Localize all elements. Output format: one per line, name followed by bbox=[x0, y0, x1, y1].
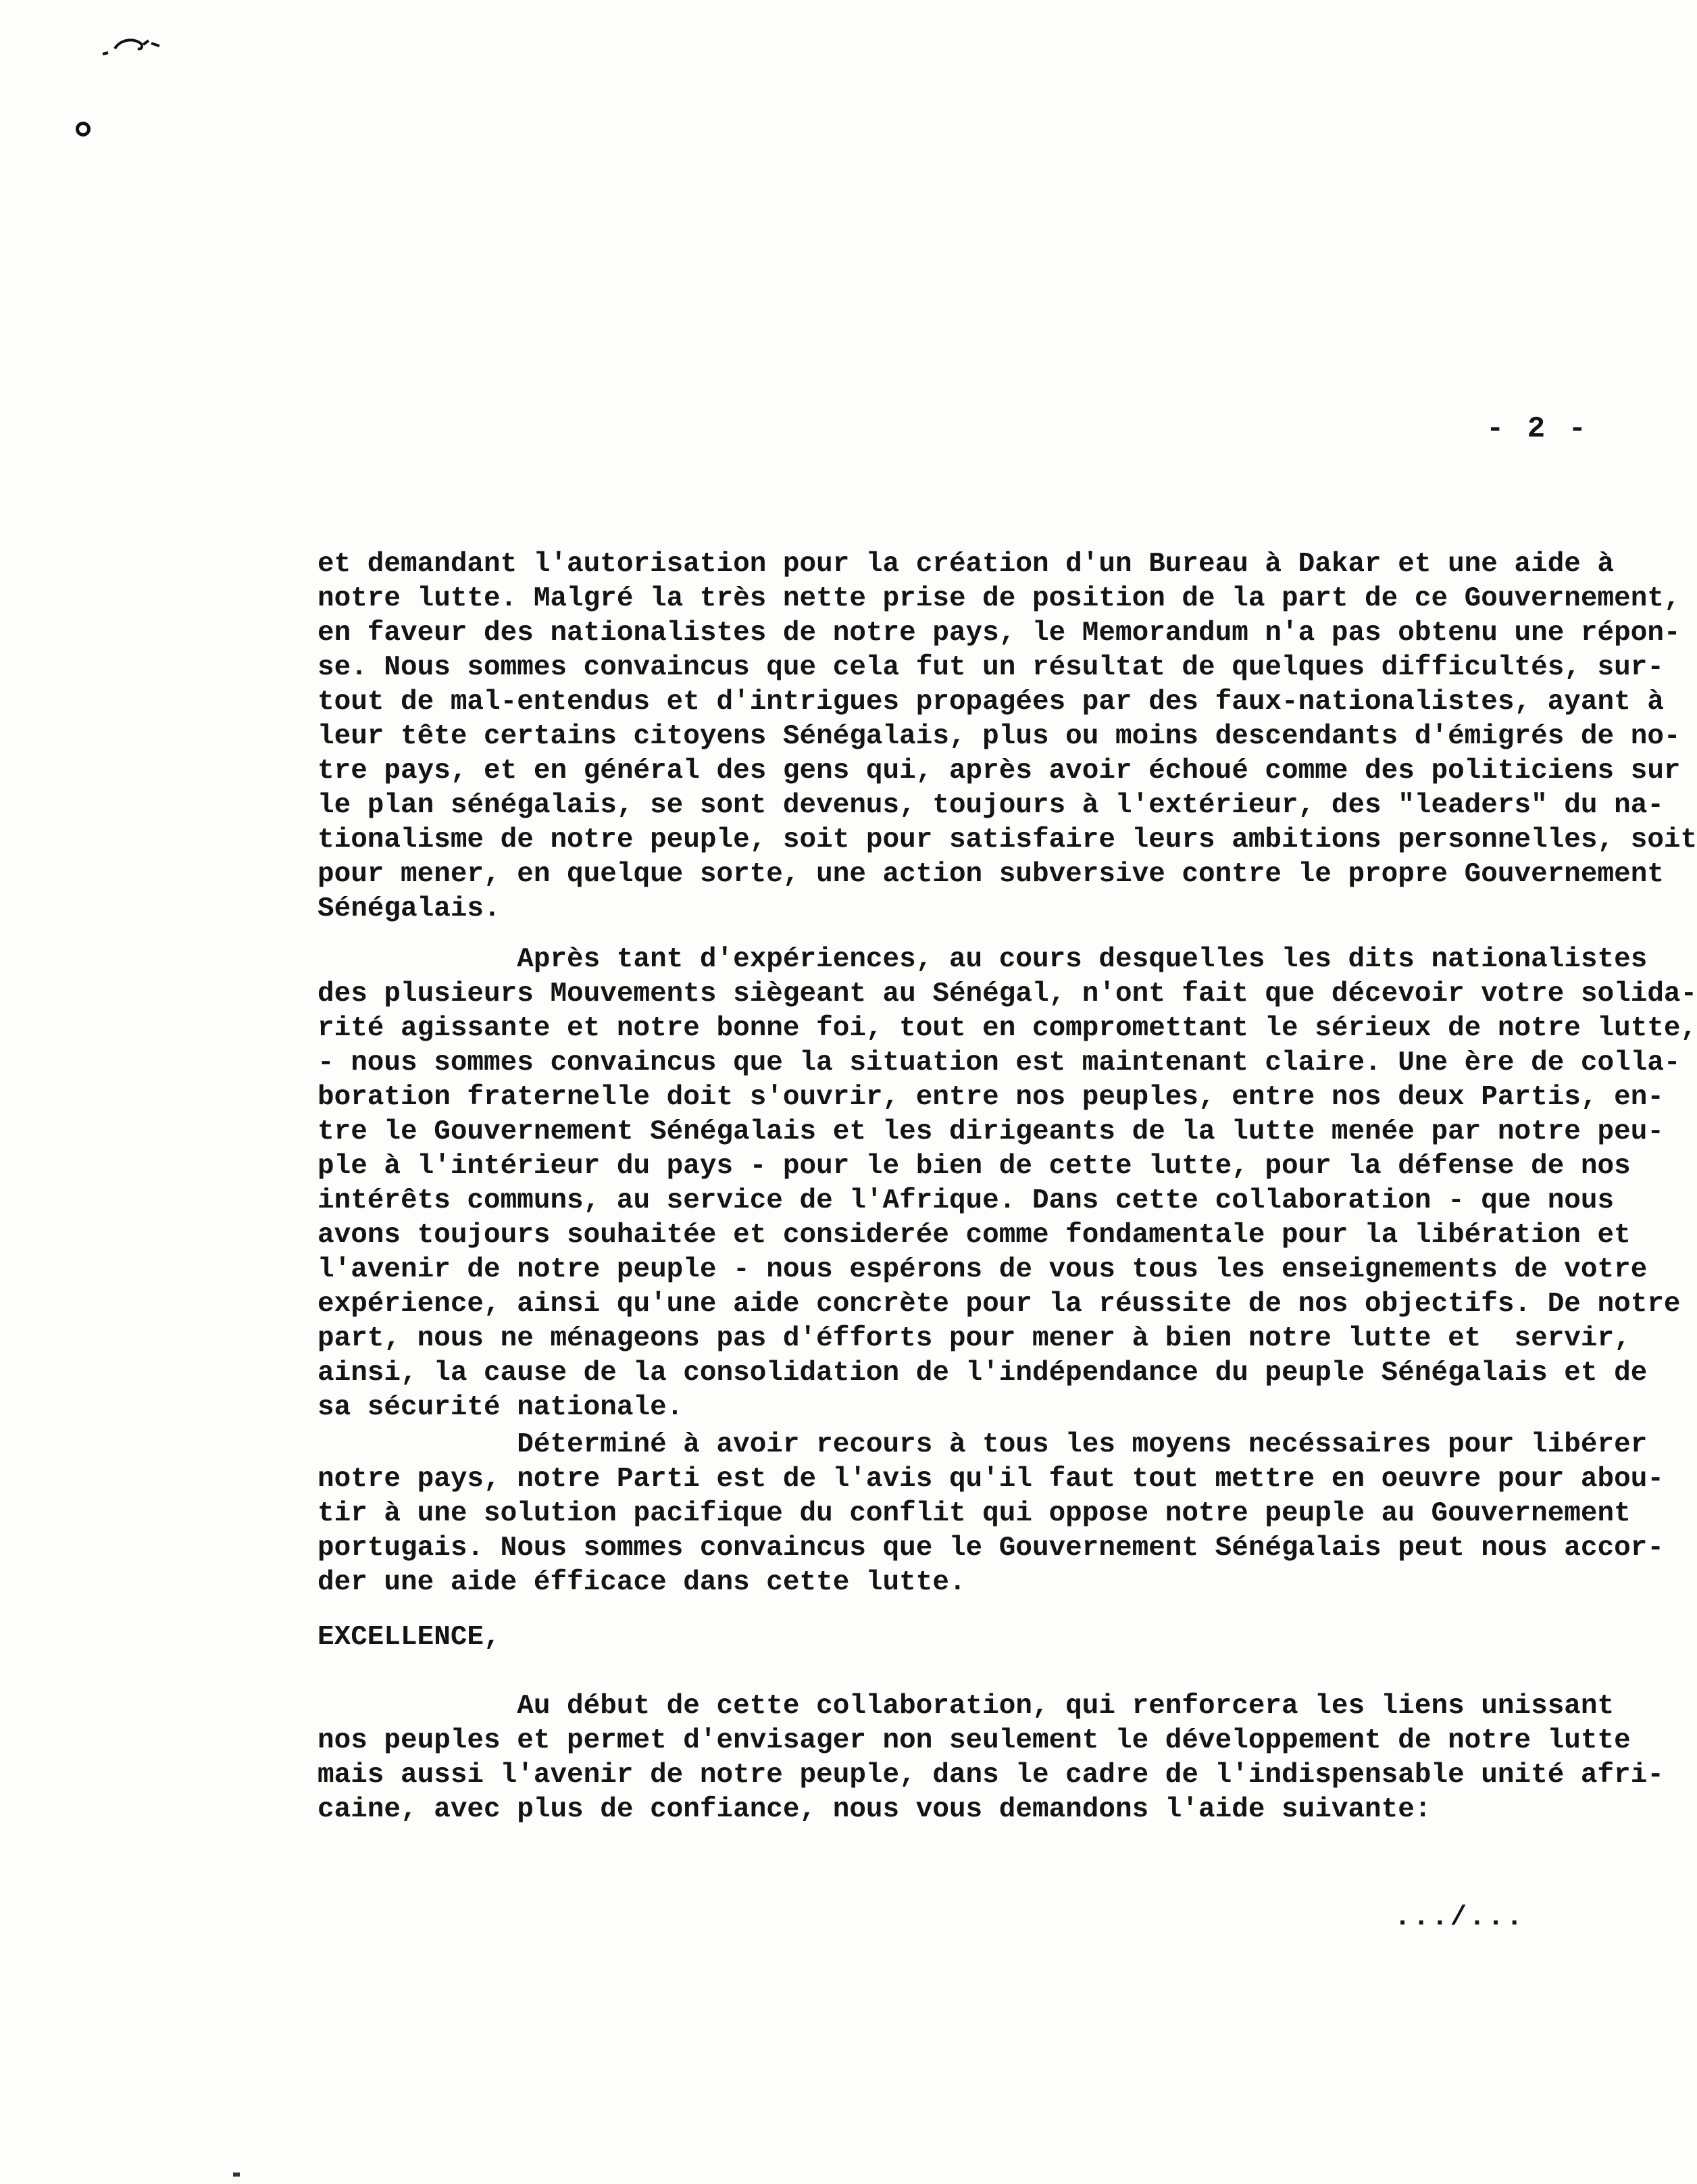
text-line: tionalisme de notre peuple, soit pour satisfaire leurs ambitions personnelles, soit bbox=[318, 824, 1697, 855]
text-line: tir à une solution pacifique du conflit qui oppose notre peuple au Gouvernement bbox=[318, 1498, 1631, 1529]
text-line: notre pays, notre Parti est de l'avis qu'il faut tout mettre en oeuvre pour abou- bbox=[318, 1464, 1664, 1495]
paragraph-4 bbox=[318, 1689, 1664, 1827]
paragraph-3 bbox=[318, 1428, 1664, 1600]
text-line: mais aussi l'avenir de notre peuple, dans le cadre de l'indispensable unité afri- bbox=[318, 1760, 1664, 1791]
text-line: intérêts communs, au service de l'Afrique. Dans cette collaboration - que nous bbox=[318, 1185, 1615, 1216]
text-line: EXCELLENCE, bbox=[318, 1622, 501, 1653]
text-line: caine, avec plus de confiance, nous vous demandons l'aide suivante: bbox=[318, 1794, 1432, 1825]
text-line: Au début de cette collaboration, qui renforcera les liens unissant bbox=[318, 1691, 1615, 1722]
text-line: portugais. Nous sommes convaincus que le Gouvernement Sénégalais peut nous accor- bbox=[318, 1533, 1664, 1564]
text-line: le plan sénégalais, se sont devenus, toujours à l'extérieur, des "leaders" du na- bbox=[318, 790, 1664, 821]
salutation bbox=[318, 1620, 1635, 1655]
page-number: - 2 - bbox=[1486, 412, 1589, 446]
text-line: - nous sommes convaincus que la situation est maintenant claire. Une ère de colla- bbox=[318, 1047, 1681, 1078]
text-line: des plusieurs Mouvements siègeant au Sénégal, n'ont fait que décevoir votre solida- bbox=[318, 978, 1697, 1010]
punch-hole-mark bbox=[76, 122, 91, 136]
text-line: Après tant d'expériences, au cours desquelles les dits nationalistes bbox=[318, 944, 1648, 975]
text-line: leur tête certains citoyens Sénégalais, plus ou moins descendants d'émigrés de no- bbox=[318, 721, 1681, 752]
text-line: avons toujours souhaitée et considerée comme fondamentale pour la libération et bbox=[318, 1220, 1631, 1251]
text-line: Sénégalais. bbox=[318, 893, 501, 924]
text-line: se. Nous sommes convaincus que cela fut un résultat de quelques difficultés, sur- bbox=[318, 652, 1664, 683]
text-line: ainsi, la cause de la consolidation de l'indépendance du peuple Sénégalais et de bbox=[318, 1358, 1648, 1389]
text-line: nos peuples et permet d'envisager non seulement le développement de notre lutte bbox=[318, 1725, 1631, 1756]
text-line: part, nous ne ménageons pas d'éfforts pour mener à bien notre lutte et servir, bbox=[318, 1323, 1631, 1354]
text-line: et demandant l'autorisation pour la création d'un Bureau à Dakar et une aide à bbox=[318, 549, 1615, 580]
ink-scribble-mark bbox=[101, 34, 162, 57]
text-line: notre lutte. Malgré la très nette prise de position de la part de ce Gouvernement, bbox=[318, 583, 1681, 614]
text-line: rité agissante et notre bonne foi, tout en compromettant le sérieux de notre lutte, bbox=[318, 1013, 1697, 1044]
text-line: l'avenir de notre peuple - nous espérons de vous tous les enseignements de votre bbox=[318, 1254, 1648, 1285]
paragraph-2 bbox=[318, 943, 1697, 1425]
text-line: tre pays, et en général des gens qui, après avoir échoué comme des politiciens sur bbox=[318, 755, 1681, 787]
text-line: Déterminé à avoir recours à tous les moyens necéssaires pour libérer bbox=[318, 1429, 1648, 1460]
text-line: en faveur des nationalistes de notre pays, le Memorandum n'a pas obtenu une répon- bbox=[318, 618, 1681, 649]
text-line: expérience, ainsi qu'une aide concrète pour la réussite de nos objectifs. De notre bbox=[318, 1289, 1681, 1320]
text-line: tre le Gouvernement Sénégalais et les dirigeants de la lutte menée par notre peu- bbox=[318, 1116, 1664, 1147]
text-line: sa sécurité nationale. bbox=[318, 1392, 684, 1423]
text-line: pour mener, en quelque sorte, une action subversive contre le propre Gouvernement bbox=[318, 859, 1664, 890]
ink-speck-mark bbox=[233, 2173, 240, 2177]
text-line: ple à l'intérieur du pays - pour le bien de cette lutte, pour la défense de nos bbox=[318, 1151, 1631, 1182]
paragraph-1 bbox=[318, 547, 1697, 926]
text-line: der une aide éfficace dans cette lutte. bbox=[318, 1567, 966, 1598]
continuation-mark: .../... bbox=[1394, 1902, 1525, 1933]
text-line: boration fraternelle doit s'ouvrir, entre nos peuples, entre nos deux Partis, en- bbox=[318, 1082, 1664, 1113]
text-line: tout de mal-entendus et d'intrigues propagées par des faux-nationalistes, ayant à bbox=[318, 687, 1664, 718]
